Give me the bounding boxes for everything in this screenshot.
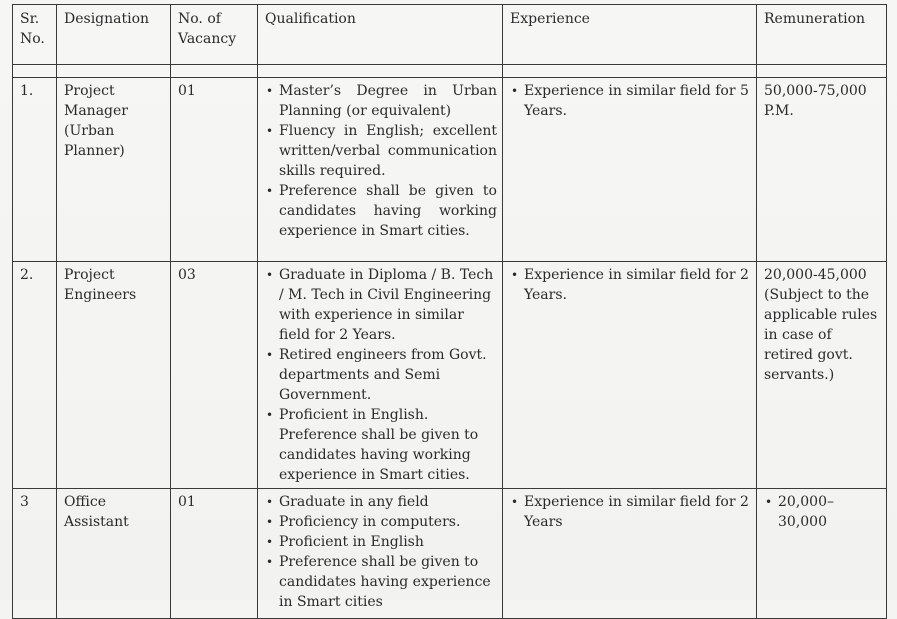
designation-cell: Project Engineers (57, 262, 171, 489)
list-item: • 20,000–30,000 (764, 492, 881, 532)
header-vacancy: No. of Vacancy (171, 5, 258, 65)
vacancy-table (12, 4, 887, 619)
experience-cell (503, 78, 757, 262)
spacer-cell (171, 65, 258, 78)
remuneration-cell: 20,000-45,000 (Subject to the applicable rules in case of retired govt. servants.) (757, 262, 887, 489)
list-item: • Master’s Degree in Urban Planning (or equivalent) (265, 81, 497, 121)
qualification-list (265, 492, 497, 612)
list-item: • Preference shall be given to candidates having experience in Smart cities (265, 552, 497, 612)
list-item: • Experience in similar field for 2 Years. (510, 265, 751, 305)
qualification-list (265, 265, 497, 485)
header-remuneration: Remuneration (757, 5, 887, 65)
qualification-cell (258, 262, 503, 489)
list-item: • Fluency in English; excellent written/verbal communication skills required. (265, 121, 497, 181)
list-item: • Experience in similar field for 2 Years (510, 492, 751, 532)
remuneration-list (764, 492, 881, 532)
experience-list (510, 81, 751, 121)
spacer-cell (757, 65, 887, 78)
list-item: • Proficient in English (265, 532, 497, 552)
list-item: • Proficient in English. Preference shall be given to candidates having working experience in Smart cities. (265, 405, 497, 485)
list-item: • Retired engineers from Govt. departments and Semi Government. (265, 345, 497, 405)
vacancy-cell: 03 (171, 262, 258, 489)
experience-list (510, 265, 751, 305)
header-designation: Designation (57, 5, 171, 65)
list-item: • Proficiency in computers. (265, 512, 497, 532)
list-item: • Graduate in Diploma / B. Tech / M. Tech in Civil Engineering with experience in similar field for 2 Years. (265, 265, 497, 345)
table-row (13, 78, 887, 262)
designation-cell: Office Assistant (57, 489, 171, 619)
qualification-cell (258, 489, 503, 619)
experience-list (510, 492, 751, 532)
table-row (13, 489, 887, 619)
header-experience: Experience (503, 5, 757, 65)
qualification-cell (258, 78, 503, 262)
table-header-row (13, 5, 887, 65)
spacer-cell (57, 65, 171, 78)
list-item: • Preference shall be given to candidates having working experience in Smart cities. (265, 181, 497, 241)
sr-no-cell: 1. (13, 78, 57, 262)
table-row (13, 262, 887, 489)
spacer-cell (258, 65, 503, 78)
experience-cell (503, 262, 757, 489)
remuneration-cell (757, 489, 887, 619)
header-qualification: Qualification (258, 5, 503, 65)
list-item: • Graduate in any field (265, 492, 497, 512)
remuneration-cell: 50,000-75,000 P.M. (757, 78, 887, 262)
list-item: • Experience in similar field for 5 Years. (510, 81, 751, 121)
vacancy-cell: 01 (171, 489, 258, 619)
qualification-list (265, 81, 497, 241)
sr-no-cell: 2. (13, 262, 57, 489)
sr-no-cell: 3 (13, 489, 57, 619)
spacer-cell (13, 65, 57, 78)
vacancy-cell: 01 (171, 78, 258, 262)
designation-cell: Project Manager (Urban Planner) (57, 78, 171, 262)
spacer-cell (503, 65, 757, 78)
spacer-row (13, 65, 887, 78)
header-sr-no: Sr. No. (13, 5, 57, 65)
experience-cell (503, 489, 757, 619)
